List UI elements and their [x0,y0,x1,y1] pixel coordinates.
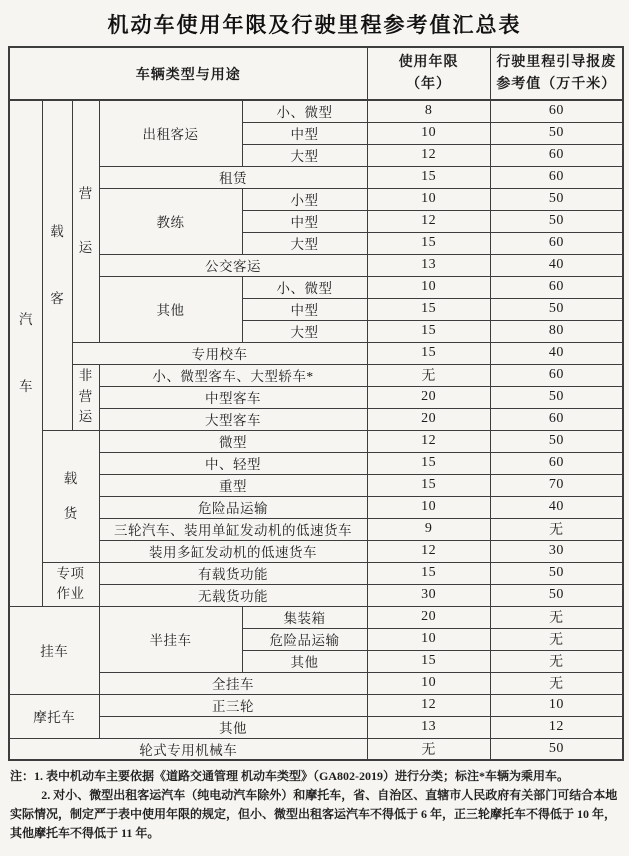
value-cell: 40 [490,254,623,276]
type-cell [42,100,72,430]
type-cell [72,100,99,342]
value-cell: 50 [490,584,623,606]
type-cell: 其他 [242,650,367,672]
value-cell: 无 [490,628,623,650]
table-row [9,166,623,188]
value-cell: 80 [490,320,623,342]
value-cell: 60 [490,232,623,254]
type-cell [42,562,99,606]
vehicle-lifespan-table [8,46,624,761]
type-cell: 危险品运输 [242,628,367,650]
value-cell: 30 [490,540,623,562]
footnote-1: 注：1. 表中机动车主要依据《道路交通管理 机动车类型》（GA802-2019）进行分类；标注*车辆为乘用车。 [10,769,569,783]
table-row [9,738,623,760]
value-cell: 10 [367,496,490,518]
header-service-years-line2: （年） [406,76,452,92]
header-vehicle-type: 车辆类型与用途 [9,47,367,100]
value-cell: 无 [490,606,623,628]
type-cell: 危险品运输 [99,496,367,518]
value-cell: 60 [490,276,623,298]
table-row [9,584,623,606]
value-cell: 15 [367,342,490,364]
header-service-years-line1: 使用年限 [398,54,459,70]
table-row [9,430,623,452]
value-cell: 70 [490,474,623,496]
value-cell: 50 [490,298,623,320]
value-cell: 50 [490,386,623,408]
value-cell: 20 [367,606,490,628]
value-cell: 10 [367,122,490,144]
type-cell: 小型 [242,188,367,210]
type-cell: 大型 [242,144,367,166]
header-mileage [490,47,623,100]
value-cell: 40 [490,342,623,364]
value-cell: 12 [490,716,623,738]
type-cell [9,100,42,606]
value-cell: 50 [490,430,623,452]
value-cell: 无 [367,364,490,386]
table-row [9,254,623,276]
type-cell: 半挂车 [99,606,242,672]
value-cell: 9 [367,518,490,540]
value-cell: 60 [490,100,623,122]
table-row [9,386,623,408]
type-cell [42,430,99,562]
type-cell-label: 专项作业 [56,565,85,601]
type-cell [72,364,99,430]
table-body [9,100,623,760]
type-cell: 中型 [242,122,367,144]
value-cell: 50 [490,738,623,760]
type-cell: 无载货功能 [99,584,367,606]
value-cell: 20 [367,408,490,430]
type-cell: 全挂车 [99,672,367,694]
table-row [9,694,623,716]
table-row [9,496,623,518]
value-cell: 40 [490,496,623,518]
page-title: 机动车使用年限及行驶里程参考值汇总表 [107,14,522,37]
table-row [9,364,623,386]
type-cell: 三轮汽车、装用单缸发动机的低速货车 [99,518,367,540]
table-row [9,474,623,496]
table-row [9,562,623,584]
type-cell: 挂车 [9,606,99,694]
document-page [0,9,629,856]
type-cell-label: 载客 [50,223,64,307]
type-cell: 其他 [99,276,242,342]
type-cell: 摩托车 [9,694,99,738]
value-cell: 12 [367,694,490,716]
type-cell: 重型 [99,474,367,496]
value-cell: 60 [490,452,623,474]
type-cell: 中型 [242,210,367,232]
type-cell-label: 汽车 [19,311,33,395]
type-cell-label: 营运 [78,186,93,256]
value-cell: 15 [367,298,490,320]
type-cell: 中型 [242,298,367,320]
type-cell-label: 载货 [63,470,78,521]
value-cell: 60 [490,166,623,188]
value-cell: 10 [367,628,490,650]
value-cell: 12 [367,144,490,166]
header-mileage-line2: 参考值（万千米） [496,76,617,92]
value-cell: 15 [367,452,490,474]
value-cell: 10 [367,672,490,694]
table-row [9,606,623,628]
table-row [9,518,623,540]
value-cell: 无 [490,518,623,540]
value-cell: 15 [367,474,490,496]
type-cell: 教练 [99,188,242,254]
value-cell: 50 [490,122,623,144]
table-row [9,188,623,210]
type-cell: 有载货功能 [99,562,367,584]
table-row [9,276,623,298]
type-cell: 公交客运 [99,254,367,276]
table-row [9,540,623,562]
footnotes [10,767,619,843]
value-cell: 60 [490,144,623,166]
type-cell: 大型客车 [99,408,367,430]
value-cell: 50 [490,210,623,232]
value-cell: 60 [490,408,623,430]
value-cell: 15 [367,562,490,584]
table-row [9,408,623,430]
type-cell-label: 非营运 [78,367,93,425]
value-cell: 60 [490,364,623,386]
value-cell: 15 [367,232,490,254]
value-cell: 12 [367,430,490,452]
type-cell: 大型 [242,232,367,254]
value-cell: 无 [490,650,623,672]
table-row [9,452,623,474]
type-cell: 专用校车 [72,342,367,364]
value-cell: 12 [367,540,490,562]
value-cell: 50 [490,562,623,584]
type-cell: 装用多缸发动机的低速货车 [99,540,367,562]
table-header [9,47,623,100]
value-cell: 10 [367,188,490,210]
type-cell: 中、轻型 [99,452,367,474]
value-cell: 13 [367,254,490,276]
value-cell: 13 [367,716,490,738]
value-cell: 10 [367,276,490,298]
value-cell: 15 [367,650,490,672]
value-cell: 无 [490,672,623,694]
type-cell: 正三轮 [99,694,367,716]
value-cell: 30 [367,584,490,606]
header-service-years [367,47,490,100]
table-row [9,716,623,738]
type-cell: 小、微型客车、大型轿车* [99,364,367,386]
type-cell: 轮式专用机械车 [9,738,367,760]
header-mileage-line1: 行驶里程引导报废 [496,54,617,70]
header-row [9,47,623,100]
type-cell: 出租客运 [99,100,242,166]
table-row [9,672,623,694]
value-cell: 无 [367,738,490,760]
type-cell: 大型 [242,320,367,342]
type-cell: 集装箱 [242,606,367,628]
table-row [9,342,623,364]
value-cell: 10 [490,694,623,716]
value-cell: 8 [367,100,490,122]
value-cell: 20 [367,386,490,408]
type-cell: 微型 [99,430,367,452]
value-cell: 15 [367,166,490,188]
table-row [9,100,623,122]
value-cell: 50 [490,188,623,210]
type-cell: 租赁 [99,166,367,188]
type-cell: 其他 [99,716,367,738]
footnote-2: 2. 对小、微型出租客运汽车（纯电动汽车除外）和摩托车，省、自治区、直辖市人民政府有关部门可结合本地实际情况，制定严于表中使用年限的规定，但小、微型出租客运汽车不得低于 6 年，正三轮摩托车不得低于 10 年，其他摩托车不得低于 11 年。 [10,787,618,840]
type-cell: 小、微型 [242,100,367,122]
value-cell: 15 [367,320,490,342]
type-cell: 中型客车 [99,386,367,408]
value-cell: 12 [367,210,490,232]
type-cell: 小、微型 [242,276,367,298]
